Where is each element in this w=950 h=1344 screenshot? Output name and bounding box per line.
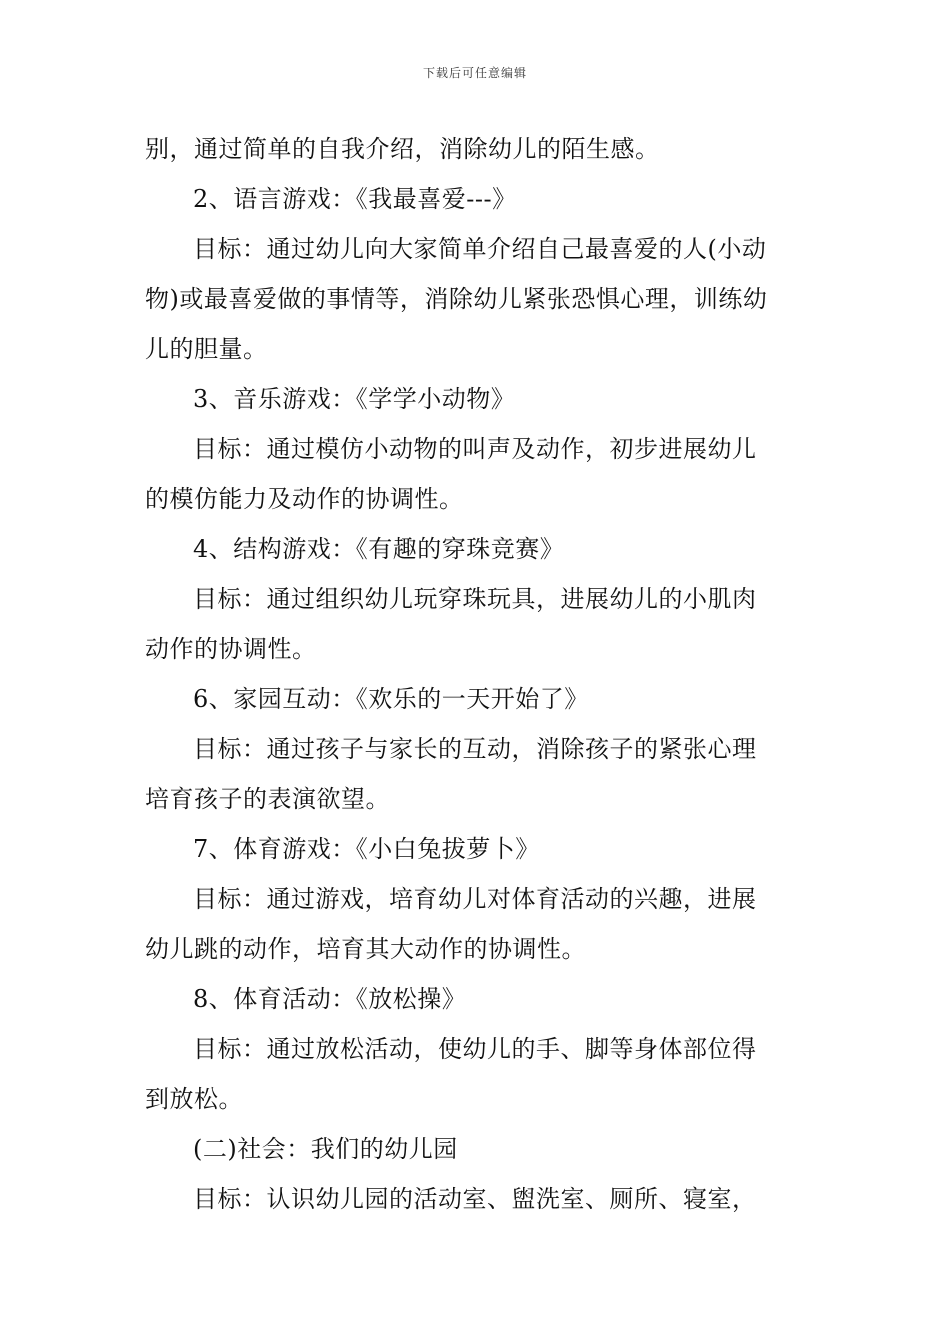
text-line: (二)社会：我们的幼儿园	[193, 1135, 458, 1163]
text-line: 目标：通过孩子与家长的互动，消除孩子的紧张心理	[193, 735, 757, 763]
text-line: 儿的胆量。	[145, 335, 268, 363]
text-line: 2、语言游戏：《我最喜爱---》	[193, 185, 517, 213]
text-line: 目标：认识幼儿园的活动室、盥洗室、厕所、寝室，	[193, 1185, 757, 1213]
document-body	[145, 124, 810, 1224]
text-line: 目标：通过放松活动，使幼儿的手、脚等身体部位得	[193, 1035, 757, 1063]
text-line: 别，通过简单的自我介绍，消除幼儿的陌生感。	[145, 135, 660, 163]
text-line: 目标：通过组织幼儿玩穿珠玩具，进展幼儿的小肌肉	[193, 585, 757, 613]
text-line: 培育孩子的表演欲望。	[145, 785, 390, 813]
text-line: 6、家园互动：《欢乐的一天开始了》	[193, 685, 589, 713]
text-line: 目标：通过幼儿向大家简单介绍自己最喜爱的人(小动	[193, 235, 767, 263]
text-line: 目标：通过游戏，培育幼儿对体育活动的兴趣，进展	[193, 885, 757, 913]
text-line: 幼儿跳的动作，培育其大动作的协调性。	[145, 935, 586, 963]
text-line: 目标：通过模仿小动物的叫声及动作，初步进展幼儿	[193, 435, 757, 463]
text-line: 到放松。	[145, 1085, 243, 1113]
text-line: 8、体育活动：《放松操》	[193, 985, 467, 1013]
text-line: 物)或最喜爱做的事情等，消除幼儿紧张恐惧心理，训练幼	[145, 285, 768, 313]
text-line: 动作的协调性。	[145, 635, 317, 663]
text-line: 3、音乐游戏：《学学小动物》	[193, 385, 516, 413]
text-line: 的模仿能力及动作的协调性。	[145, 485, 464, 513]
text-line: 4、结构游戏：《有趣的穿珠竞赛》	[193, 535, 565, 563]
text-line: 7、体育游戏：《小白兔拔萝卜》	[193, 835, 540, 863]
page-header: 下载后可任意编辑	[422, 66, 527, 80]
